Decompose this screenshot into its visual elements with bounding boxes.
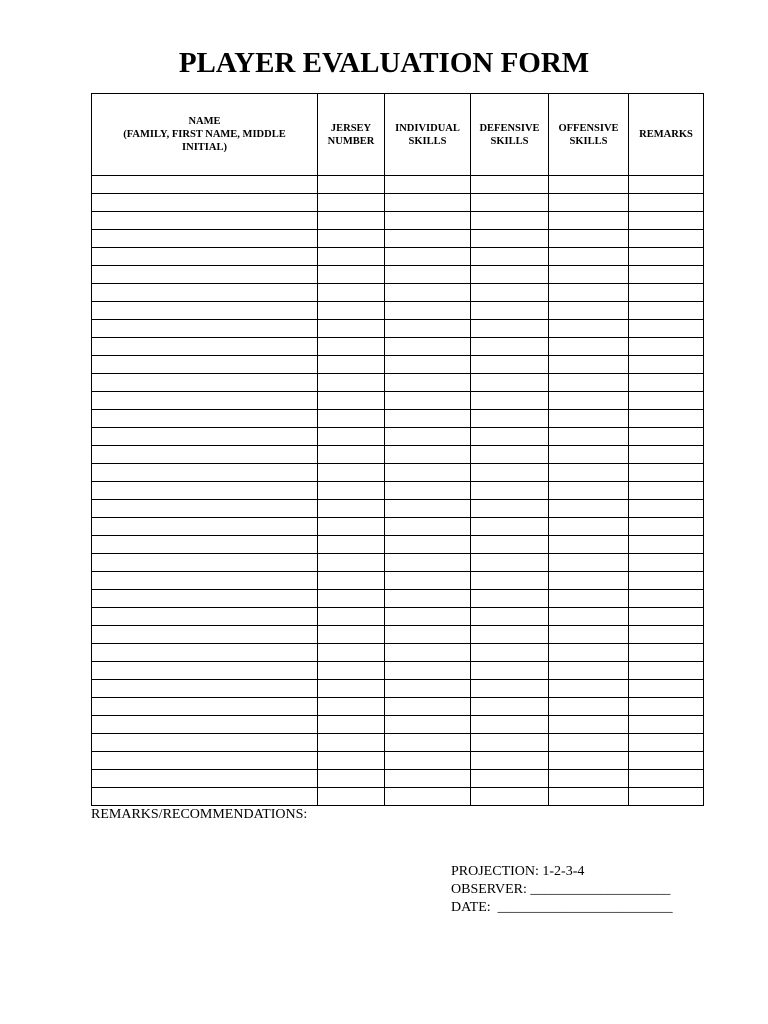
- cell-individual[interactable]: [385, 284, 471, 302]
- cell-name[interactable]: [92, 194, 318, 212]
- cell-remarks[interactable]: [629, 338, 704, 356]
- cell-defensive[interactable]: [471, 284, 549, 302]
- table-row: [92, 464, 704, 482]
- cell-jersey[interactable]: [318, 482, 385, 500]
- cell-offensive[interactable]: [549, 302, 629, 320]
- cell-name[interactable]: [92, 374, 318, 392]
- cell-individual[interactable]: [385, 464, 471, 482]
- evaluation-table: [91, 93, 704, 806]
- cell-offensive[interactable]: [549, 752, 629, 770]
- cell-individual[interactable]: [385, 680, 471, 698]
- cell-name[interactable]: [92, 680, 318, 698]
- cell-remarks[interactable]: [629, 590, 704, 608]
- cell-remarks[interactable]: [629, 788, 704, 806]
- cell-individual[interactable]: [385, 626, 471, 644]
- header-offensive-skills-label: OFFENSIVE SKILLS: [558, 122, 619, 147]
- cell-offensive[interactable]: [549, 464, 629, 482]
- cell-remarks[interactable]: [629, 698, 704, 716]
- cell-defensive[interactable]: [471, 518, 549, 536]
- cell-name[interactable]: [92, 644, 318, 662]
- cell-offensive[interactable]: [549, 698, 629, 716]
- table-row: [92, 284, 704, 302]
- cell-defensive[interactable]: [471, 644, 549, 662]
- cell-jersey[interactable]: [318, 716, 385, 734]
- table-row: [92, 410, 704, 428]
- cell-defensive[interactable]: [471, 374, 549, 392]
- cell-individual[interactable]: [385, 662, 471, 680]
- cell-name[interactable]: [92, 536, 318, 554]
- cell-remarks[interactable]: [629, 212, 704, 230]
- cell-individual[interactable]: [385, 320, 471, 338]
- cell-name[interactable]: [92, 788, 318, 806]
- cell-remarks[interactable]: [629, 302, 704, 320]
- cell-offensive[interactable]: [549, 554, 629, 572]
- cell-remarks[interactable]: [629, 356, 704, 374]
- cell-individual[interactable]: [385, 356, 471, 374]
- table-row: [92, 302, 704, 320]
- cell-individual[interactable]: [385, 302, 471, 320]
- cell-defensive[interactable]: [471, 788, 549, 806]
- cell-jersey[interactable]: [318, 428, 385, 446]
- cell-defensive[interactable]: [471, 608, 549, 626]
- cell-jersey[interactable]: [318, 698, 385, 716]
- cell-defensive[interactable]: [471, 698, 549, 716]
- cell-remarks[interactable]: [629, 446, 704, 464]
- cell-remarks[interactable]: [629, 194, 704, 212]
- header-individual-skills-label: INDIVIDUAL SKILLS: [395, 122, 460, 147]
- cell-jersey[interactable]: [318, 788, 385, 806]
- cell-defensive[interactable]: [471, 248, 549, 266]
- cell-jersey[interactable]: [318, 644, 385, 662]
- cell-remarks[interactable]: [629, 410, 704, 428]
- cell-individual[interactable]: [385, 734, 471, 752]
- cell-defensive[interactable]: [471, 266, 549, 284]
- table-row: [92, 734, 704, 752]
- cell-offensive[interactable]: [549, 626, 629, 644]
- cell-individual[interactable]: [385, 788, 471, 806]
- cell-individual[interactable]: [385, 266, 471, 284]
- table-row: [92, 356, 704, 374]
- cell-jersey[interactable]: [318, 608, 385, 626]
- page-title: PLAYER EVALUATION FORM: [178, 47, 590, 79]
- cell-name[interactable]: [92, 770, 318, 788]
- cell-defensive[interactable]: [471, 320, 549, 338]
- cell-offensive[interactable]: [549, 320, 629, 338]
- cell-name[interactable]: [92, 338, 318, 356]
- projection-line: PROJECTION: 1-2-3-4: [451, 864, 585, 879]
- cell-remarks[interactable]: [629, 536, 704, 554]
- table-row: [92, 554, 704, 572]
- cell-remarks[interactable]: [629, 266, 704, 284]
- table-row: [92, 788, 704, 806]
- cell-jersey[interactable]: [318, 338, 385, 356]
- cell-name[interactable]: [92, 464, 318, 482]
- cell-jersey[interactable]: [318, 734, 385, 752]
- cell-offensive[interactable]: [549, 734, 629, 752]
- cell-individual[interactable]: [385, 500, 471, 518]
- cell-remarks[interactable]: [629, 500, 704, 518]
- cell-remarks[interactable]: [629, 464, 704, 482]
- cell-jersey[interactable]: [318, 446, 385, 464]
- cell-defensive[interactable]: [471, 212, 549, 230]
- cell-offensive[interactable]: [549, 230, 629, 248]
- cell-jersey[interactable]: [318, 770, 385, 788]
- header-jersey-number: [318, 94, 385, 176]
- cell-name[interactable]: [92, 608, 318, 626]
- cell-jersey[interactable]: [318, 464, 385, 482]
- cell-offensive[interactable]: [549, 572, 629, 590]
- cell-name[interactable]: [92, 428, 318, 446]
- cell-offensive[interactable]: [549, 608, 629, 626]
- cell-jersey[interactable]: [318, 554, 385, 572]
- cell-individual[interactable]: [385, 392, 471, 410]
- table-body: [92, 176, 704, 806]
- cell-name[interactable]: [92, 698, 318, 716]
- table-row: [92, 194, 704, 212]
- cell-name[interactable]: [92, 230, 318, 248]
- cell-offensive[interactable]: [549, 518, 629, 536]
- cell-offensive[interactable]: [549, 482, 629, 500]
- cell-individual[interactable]: [385, 446, 471, 464]
- cell-remarks[interactable]: [629, 482, 704, 500]
- table-row: [92, 644, 704, 662]
- cell-offensive[interactable]: [549, 644, 629, 662]
- cell-offensive[interactable]: [549, 266, 629, 284]
- cell-offensive[interactable]: [549, 392, 629, 410]
- table-row: [92, 590, 704, 608]
- cell-jersey[interactable]: [318, 680, 385, 698]
- cell-individual[interactable]: [385, 608, 471, 626]
- cell-remarks[interactable]: [629, 572, 704, 590]
- cell-offensive[interactable]: [549, 770, 629, 788]
- cell-defensive[interactable]: [471, 734, 549, 752]
- header-name: [92, 94, 318, 176]
- cell-individual[interactable]: [385, 518, 471, 536]
- cell-remarks[interactable]: [629, 626, 704, 644]
- table-row: [92, 320, 704, 338]
- cell-name[interactable]: [92, 320, 318, 338]
- table-row: [92, 698, 704, 716]
- cell-offensive[interactable]: [549, 212, 629, 230]
- cell-individual[interactable]: [385, 194, 471, 212]
- cell-remarks[interactable]: [629, 554, 704, 572]
- cell-remarks[interactable]: [629, 608, 704, 626]
- cell-remarks[interactable]: [629, 248, 704, 266]
- cell-remarks[interactable]: [629, 734, 704, 752]
- cell-name[interactable]: [92, 572, 318, 590]
- cell-jersey[interactable]: [318, 662, 385, 680]
- cell-remarks[interactable]: [629, 374, 704, 392]
- table-row: [92, 536, 704, 554]
- cell-individual[interactable]: [385, 590, 471, 608]
- cell-defensive[interactable]: [471, 536, 549, 554]
- cell-individual[interactable]: [385, 428, 471, 446]
- cell-offensive[interactable]: [549, 284, 629, 302]
- cell-defensive[interactable]: [471, 392, 549, 410]
- cell-jersey[interactable]: [318, 194, 385, 212]
- cell-remarks[interactable]: [629, 770, 704, 788]
- cell-individual[interactable]: [385, 554, 471, 572]
- cell-individual[interactable]: [385, 716, 471, 734]
- cell-name[interactable]: [92, 590, 318, 608]
- table-row: [92, 392, 704, 410]
- cell-name[interactable]: [92, 356, 318, 374]
- cell-defensive[interactable]: [471, 230, 549, 248]
- cell-name[interactable]: [92, 446, 318, 464]
- cell-individual[interactable]: [385, 770, 471, 788]
- cell-remarks[interactable]: [629, 176, 704, 194]
- cell-defensive[interactable]: [471, 554, 549, 572]
- cell-name[interactable]: [92, 248, 318, 266]
- cell-jersey[interactable]: [318, 320, 385, 338]
- cell-jersey[interactable]: [318, 536, 385, 554]
- cell-defensive[interactable]: [471, 680, 549, 698]
- cell-jersey[interactable]: [318, 392, 385, 410]
- cell-jersey[interactable]: [318, 212, 385, 230]
- cell-offensive[interactable]: [549, 788, 629, 806]
- cell-defensive[interactable]: [471, 626, 549, 644]
- cell-offensive[interactable]: [549, 428, 629, 446]
- cell-jersey[interactable]: [318, 572, 385, 590]
- cell-offensive[interactable]: [549, 374, 629, 392]
- table-row: [92, 662, 704, 680]
- cell-jersey[interactable]: [318, 176, 385, 194]
- cell-individual[interactable]: [385, 248, 471, 266]
- cell-offensive[interactable]: [549, 500, 629, 518]
- cell-jersey[interactable]: [318, 266, 385, 284]
- cell-individual[interactable]: [385, 212, 471, 230]
- cell-jersey[interactable]: [318, 752, 385, 770]
- cell-jersey[interactable]: [318, 410, 385, 428]
- cell-remarks[interactable]: [629, 284, 704, 302]
- cell-offensive[interactable]: [549, 446, 629, 464]
- cell-individual[interactable]: [385, 374, 471, 392]
- table-row: [92, 446, 704, 464]
- table-row: [92, 500, 704, 518]
- cell-defensive[interactable]: [471, 662, 549, 680]
- cell-jersey[interactable]: [318, 284, 385, 302]
- table-row: [92, 752, 704, 770]
- table-row: [92, 608, 704, 626]
- cell-defensive[interactable]: [471, 770, 549, 788]
- cell-individual[interactable]: [385, 752, 471, 770]
- cell-defensive[interactable]: [471, 716, 549, 734]
- cell-defensive[interactable]: [471, 500, 549, 518]
- cell-remarks[interactable]: [629, 716, 704, 734]
- cell-remarks[interactable]: [629, 752, 704, 770]
- cell-defensive[interactable]: [471, 176, 549, 194]
- cell-offensive[interactable]: [549, 590, 629, 608]
- cell-name[interactable]: [92, 302, 318, 320]
- cell-jersey[interactable]: [318, 230, 385, 248]
- cell-name[interactable]: [92, 212, 318, 230]
- cell-defensive[interactable]: [471, 428, 549, 446]
- cell-offensive[interactable]: [549, 356, 629, 374]
- table-row: [92, 230, 704, 248]
- observer-line: OBSERVER: ____________________: [451, 882, 671, 897]
- cell-offensive[interactable]: [549, 536, 629, 554]
- cell-offensive[interactable]: [549, 716, 629, 734]
- cell-remarks[interactable]: [629, 320, 704, 338]
- cell-name[interactable]: [92, 518, 318, 536]
- header-defensive-skills-label: DEFENSIVE SKILLS: [479, 122, 540, 147]
- table-row: [92, 338, 704, 356]
- header-remarks-label: REMARKS: [639, 129, 693, 140]
- cell-jersey[interactable]: [318, 518, 385, 536]
- table-row: [92, 716, 704, 734]
- cell-name[interactable]: [92, 554, 318, 572]
- cell-name[interactable]: [92, 716, 318, 734]
- cell-defensive[interactable]: [471, 410, 549, 428]
- cell-jersey[interactable]: [318, 500, 385, 518]
- cell-defensive[interactable]: [471, 482, 549, 500]
- cell-name[interactable]: [92, 392, 318, 410]
- cell-remarks[interactable]: [629, 392, 704, 410]
- cell-defensive[interactable]: [471, 572, 549, 590]
- cell-defensive[interactable]: [471, 464, 549, 482]
- cell-offensive[interactable]: [549, 410, 629, 428]
- cell-individual[interactable]: [385, 482, 471, 500]
- cell-remarks[interactable]: [629, 662, 704, 680]
- cell-name[interactable]: [92, 482, 318, 500]
- cell-defensive[interactable]: [471, 302, 549, 320]
- cell-offensive[interactable]: [549, 194, 629, 212]
- cell-jersey[interactable]: [318, 626, 385, 644]
- table-row: [92, 374, 704, 392]
- header-defensive-skills: [471, 94, 549, 176]
- cell-jersey[interactable]: [318, 248, 385, 266]
- cell-individual[interactable]: [385, 572, 471, 590]
- table-header-row: [92, 94, 704, 176]
- cell-defensive[interactable]: [471, 446, 549, 464]
- table-row: [92, 482, 704, 500]
- cell-defensive[interactable]: [471, 752, 549, 770]
- cell-remarks[interactable]: [629, 428, 704, 446]
- cell-remarks[interactable]: [629, 680, 704, 698]
- cell-remarks[interactable]: [629, 644, 704, 662]
- cell-jersey[interactable]: [318, 374, 385, 392]
- table-row: [92, 680, 704, 698]
- cell-name[interactable]: [92, 284, 318, 302]
- cell-defensive[interactable]: [471, 590, 549, 608]
- cell-offensive[interactable]: [549, 662, 629, 680]
- table-row: [92, 626, 704, 644]
- table-row: [92, 212, 704, 230]
- header-remarks: [629, 94, 704, 176]
- cell-individual[interactable]: [385, 176, 471, 194]
- cell-offensive[interactable]: [549, 338, 629, 356]
- header-name-label: NAME (FAMILY, FIRST NAME, MIDDLE INITIAL): [123, 116, 286, 153]
- cell-jersey[interactable]: [318, 356, 385, 374]
- cell-name[interactable]: [92, 500, 318, 518]
- footer-block: [451, 863, 673, 917]
- cell-remarks[interactable]: [629, 230, 704, 248]
- header-jersey-number-label: JERSEY NUMBER: [327, 122, 375, 147]
- table-row: [92, 266, 704, 284]
- cell-individual[interactable]: [385, 536, 471, 554]
- cell-individual[interactable]: [385, 230, 471, 248]
- remarks-recommendations-label: REMARKS/RECOMMENDATIONS:: [91, 807, 308, 822]
- cell-individual[interactable]: [385, 338, 471, 356]
- cell-offensive[interactable]: [549, 176, 629, 194]
- cell-defensive[interactable]: [471, 356, 549, 374]
- table-row: [92, 248, 704, 266]
- cell-individual[interactable]: [385, 698, 471, 716]
- cell-individual[interactable]: [385, 644, 471, 662]
- table-row: [92, 770, 704, 788]
- table-row: [92, 572, 704, 590]
- cell-name[interactable]: [92, 752, 318, 770]
- cell-individual[interactable]: [385, 410, 471, 428]
- cell-offensive[interactable]: [549, 680, 629, 698]
- cell-name[interactable]: [92, 176, 318, 194]
- cell-name[interactable]: [92, 626, 318, 644]
- table-row: [92, 176, 704, 194]
- header-offensive-skills: [549, 94, 629, 176]
- cell-name[interactable]: [92, 662, 318, 680]
- header-individual-skills: [385, 94, 471, 176]
- cell-jersey[interactable]: [318, 590, 385, 608]
- cell-defensive[interactable]: [471, 338, 549, 356]
- date-line: DATE: _________________________: [451, 900, 673, 915]
- cell-offensive[interactable]: [549, 248, 629, 266]
- cell-remarks[interactable]: [629, 518, 704, 536]
- table-row: [92, 518, 704, 536]
- cell-jersey[interactable]: [318, 302, 385, 320]
- cell-defensive[interactable]: [471, 194, 549, 212]
- cell-name[interactable]: [92, 266, 318, 284]
- cell-name[interactable]: [92, 410, 318, 428]
- cell-name[interactable]: [92, 734, 318, 752]
- table-row: [92, 428, 704, 446]
